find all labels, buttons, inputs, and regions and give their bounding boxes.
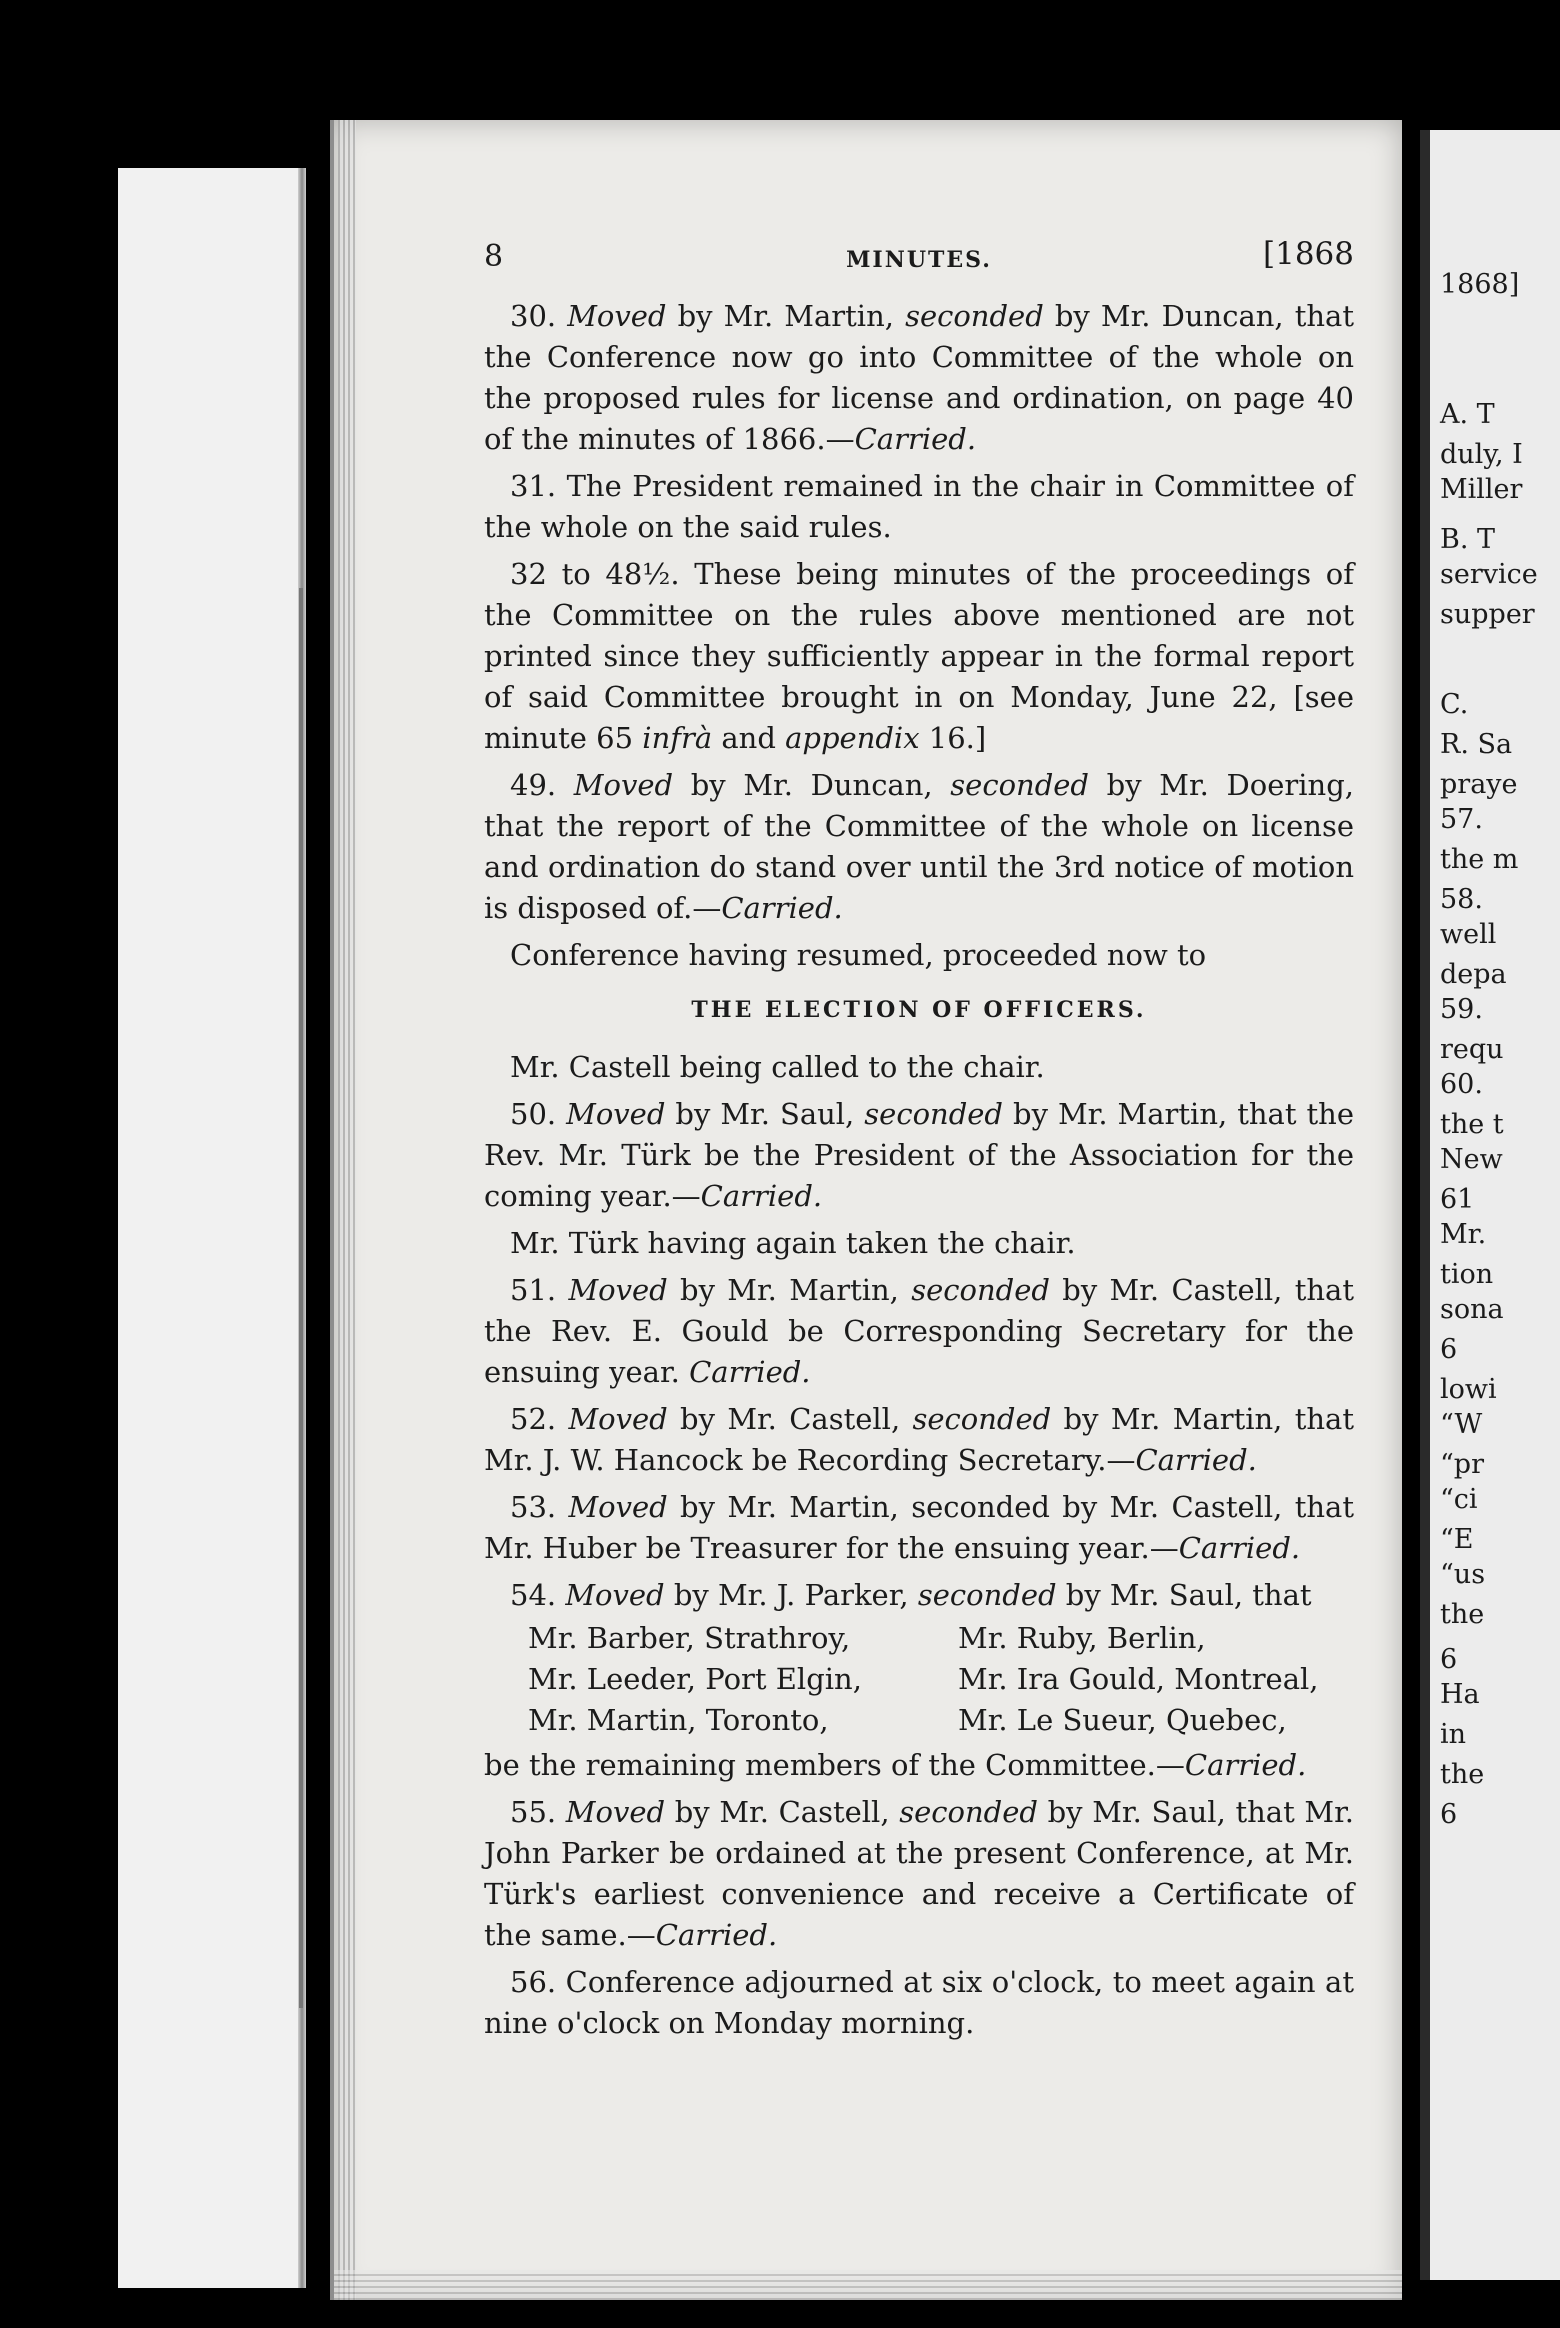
minute-text: be the remaining members of the Committee.— bbox=[484, 1748, 1185, 1782]
carried-label: Carried. bbox=[1184, 1748, 1307, 1782]
minute-text: These being minutes of the proceedings of the Committee on the rules above mentioned are not printed since they sufficiently appear in the formal report of said Committee brought in on Monday, June 22, [see minute 65 bbox=[484, 557, 1354, 755]
facing-page-fragment: tion bbox=[1440, 1259, 1494, 1290]
member-entry: Mr. Leeder, Port Elgin, bbox=[528, 1662, 862, 1696]
facing-page-fragment: 59. bbox=[1440, 994, 1483, 1025]
moved-label: Moved bbox=[573, 768, 674, 802]
carried-label: Carried. bbox=[655, 1918, 778, 1952]
seconded-label: seconded bbox=[911, 1273, 1050, 1307]
facing-page-fragment: the bbox=[1440, 1759, 1485, 1790]
member-entry: Mr. Barber, Strathroy, bbox=[528, 1621, 851, 1655]
header-year: [1868 bbox=[1263, 236, 1354, 272]
facing-page-fragment: the m bbox=[1440, 844, 1519, 875]
facing-page-fragment: “ci bbox=[1440, 1484, 1478, 1515]
member-entry: Mr. Ira Gould, Montreal, bbox=[958, 1662, 1319, 1696]
facing-page-fragment: Miller bbox=[1440, 474, 1523, 505]
facing-page-fragment: “E bbox=[1440, 1524, 1474, 1555]
minute-text: by Mr. J. Parker, bbox=[664, 1578, 918, 1612]
seconded-label: seconded bbox=[912, 1402, 1052, 1436]
minute-55 bbox=[484, 1792, 1354, 1956]
minute-text: 16.] bbox=[919, 721, 987, 755]
facing-page-fragment: 57. bbox=[1440, 804, 1483, 835]
committee-members-list bbox=[528, 1618, 1354, 1741]
moved-label: Moved bbox=[568, 1490, 668, 1524]
moved-label: Moved bbox=[565, 1795, 666, 1829]
minute-32-48 bbox=[484, 554, 1354, 759]
minute-text: by Mr. Duncan, that the Conference now go into Committee of the whole on the proposed rules for license and ordination, on page 40 of the minutes of 1866.— bbox=[484, 299, 1354, 456]
facing-page-fragment: lowi bbox=[1440, 1374, 1497, 1405]
minute-text: Conference adjourned at six o'clock, to meet again at nine o'clock on Monday morning. bbox=[484, 1965, 1354, 2040]
minute-text: by Mr. Castell, that the Rev. E. Gould be Corresponding Secretary for the ensuing year. bbox=[484, 1273, 1354, 1389]
seconded-label: seconded bbox=[917, 1578, 1057, 1612]
facing-page-fragment: praye bbox=[1440, 769, 1518, 800]
section-heading: THE ELECTION OF OFFICERS. bbox=[691, 997, 1147, 1023]
carried-label: Carried. bbox=[1178, 1531, 1301, 1565]
minute-53 bbox=[484, 1487, 1354, 1569]
page-bottom-edge bbox=[334, 2270, 1402, 2300]
minute-number: 55. bbox=[510, 1795, 557, 1829]
minute-52 bbox=[484, 1399, 1354, 1481]
carried-label: Carried. bbox=[854, 422, 977, 456]
minute-text: by Mr. Martin, seconded by Mr. Castell, that Mr. Huber be Treasurer for the ensuing year.— bbox=[484, 1490, 1355, 1565]
facing-page-fragment: “W bbox=[1440, 1409, 1483, 1440]
facing-page-fragment: 58. bbox=[1440, 884, 1483, 915]
facing-page-fragment: “pr bbox=[1440, 1449, 1484, 1480]
appendix-label: appendix bbox=[785, 721, 920, 755]
carried-label: Carried. bbox=[700, 1179, 823, 1213]
running-title: MINUTES. bbox=[846, 247, 992, 273]
moved-label: Moved bbox=[568, 1402, 668, 1436]
facing-page-fragment: the bbox=[1440, 1599, 1485, 1630]
minute-text: by Mr. Castell, bbox=[665, 1795, 900, 1829]
facing-page-fragment: Mr. bbox=[1440, 1219, 1487, 1250]
minute-number: 32 to 48½. bbox=[510, 557, 680, 591]
carried-label: Carried. bbox=[1135, 1443, 1257, 1477]
minute-51 bbox=[484, 1270, 1354, 1393]
moved-label: Moved bbox=[565, 1578, 665, 1612]
minute-number: 54. bbox=[510, 1578, 557, 1612]
page-text bbox=[484, 230, 1354, 2050]
minute-56 bbox=[484, 1962, 1354, 2044]
seconded-label: seconded bbox=[950, 768, 1089, 802]
facing-page-fragment: New bbox=[1440, 1144, 1503, 1175]
facing-page-fragment: the t bbox=[1440, 1109, 1504, 1140]
minute-text: The President remained in the chair in Committee of the whole on the said rules. bbox=[484, 469, 1355, 544]
facing-page-fragment: well bbox=[1440, 919, 1497, 950]
minute-30 bbox=[484, 296, 1354, 460]
facing-page-fragment: 6 bbox=[1440, 1334, 1458, 1365]
minute-text: by Mr. Saul, bbox=[665, 1097, 865, 1131]
turk-chair-note: Mr. Türk having again taken the chair. bbox=[510, 1226, 1076, 1260]
facing-page-fragment: in bbox=[1440, 1719, 1467, 1750]
minute-number: 56. bbox=[510, 1965, 557, 1999]
facing-page-fragment: 6 bbox=[1440, 1799, 1458, 1830]
running-header bbox=[484, 230, 1354, 290]
facing-page-fragment: R. Sa bbox=[1440, 729, 1513, 760]
member-entry: Mr. Ruby, Berlin, bbox=[958, 1621, 1206, 1655]
minute-text: by Mr. Castell, bbox=[667, 1402, 913, 1436]
minute-49 bbox=[484, 765, 1354, 929]
facing-page-fragment: service bbox=[1440, 559, 1538, 590]
facing-page-fragment: C. bbox=[1440, 689, 1469, 720]
facing-page-fragment: “us bbox=[1440, 1559, 1486, 1590]
minute-54 bbox=[484, 1575, 1354, 1616]
minute-50 bbox=[484, 1094, 1354, 1217]
castell-chair-note: Mr. Castell being called to the chair. bbox=[510, 1050, 1045, 1084]
minute-text: by Mr. Martin, that the Rev. Mr. Türk be the President of the Association for the coming year.— bbox=[484, 1097, 1354, 1213]
minute-text: by Mr. Saul, that bbox=[1056, 1578, 1312, 1612]
carried-label: Carried. bbox=[721, 891, 843, 925]
facing-page-fragment: 6 bbox=[1440, 1644, 1458, 1675]
minute-number: 51. bbox=[510, 1273, 557, 1307]
minute-text: by Mr. Duncan, bbox=[673, 768, 951, 802]
facing-page-fragment: sona bbox=[1440, 1294, 1504, 1325]
facing-page-fragment: A. T bbox=[1440, 399, 1495, 430]
infra-label: infrà bbox=[642, 721, 713, 755]
facing-page-fragment: 61 bbox=[1440, 1184, 1475, 1215]
minute-number: 50. bbox=[510, 1097, 557, 1131]
facing-page-fragment: B. T bbox=[1440, 524, 1496, 555]
page-number: 8 bbox=[484, 239, 504, 274]
carried-label: Carried. bbox=[689, 1355, 811, 1389]
minute-text: by Mr. Saul, that Mr. John Parker be ordained at the present Conference, at Mr. Türk's earliest convenience and receive a Certificate of the same.— bbox=[484, 1795, 1354, 1952]
minute-31 bbox=[484, 466, 1354, 548]
moved-label: Moved bbox=[566, 1097, 666, 1131]
facing-page-fragment: supper bbox=[1440, 599, 1535, 630]
minute-text: by Mr. Doering, that the report of the Committee of the whole on license and ordination do stand over until the 3rd notice of motion is disposed of.— bbox=[484, 768, 1354, 925]
margin-mark bbox=[299, 588, 303, 2008]
moved-label: Moved bbox=[568, 1273, 668, 1307]
facing-page-right bbox=[1420, 130, 1560, 2280]
facing-page-fragment: requ bbox=[1440, 1034, 1504, 1065]
facing-page-fragment: Ha bbox=[1440, 1679, 1480, 1710]
page-edge-lines bbox=[338, 120, 356, 2300]
members-tail bbox=[484, 1745, 1354, 1786]
conference-resumed: Conference having resumed, proceeded now to bbox=[510, 938, 1207, 972]
facing-page-fragment: duly, I bbox=[1440, 439, 1523, 470]
facing-page-left-edge bbox=[118, 168, 306, 2288]
member-entry: Mr. Le Sueur, Quebec, bbox=[958, 1703, 1287, 1737]
minute-number: 30. bbox=[510, 299, 557, 333]
minute-number: 53. bbox=[510, 1490, 557, 1524]
minute-text: by Mr. Martin, bbox=[667, 1273, 912, 1307]
minute-number: 49. bbox=[510, 768, 557, 802]
member-entry: Mr. Martin, Toronto, bbox=[528, 1703, 829, 1737]
minute-number: 31. bbox=[510, 469, 557, 503]
facing-page-fragment: 60. bbox=[1440, 1069, 1483, 1100]
moved-label: Moved bbox=[567, 299, 667, 333]
seconded-label: seconded bbox=[864, 1097, 1003, 1131]
minute-text: by Mr. Martin, bbox=[666, 299, 906, 333]
minute-text: and bbox=[712, 721, 786, 755]
facing-page-fragment: 1868] bbox=[1440, 269, 1520, 300]
seconded-label: seconded bbox=[899, 1795, 1038, 1829]
seconded-label: seconded bbox=[905, 299, 1044, 333]
minute-number: 52. bbox=[510, 1402, 557, 1436]
facing-page-fragment: depa bbox=[1440, 959, 1507, 990]
book-page bbox=[330, 120, 1402, 2300]
minute-text: by Mr. Martin, that Mr. J. W. Hancock be Recording Secretary.— bbox=[484, 1402, 1354, 1477]
